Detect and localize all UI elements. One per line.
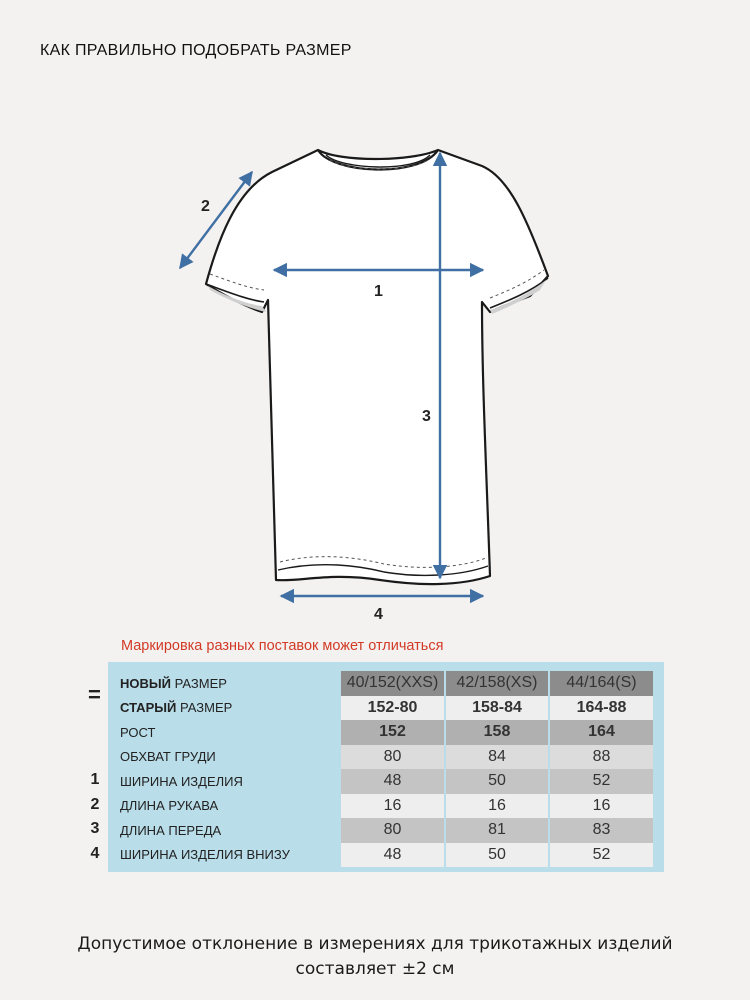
tolerance-note-line-2: составляет ±2 см [295, 959, 455, 979]
measure-label-3: 3 [422, 408, 431, 425]
measure-label-2: 2 [201, 198, 210, 215]
size-cell: 84 [445, 745, 549, 770]
size-cell: 80 [341, 745, 445, 770]
size-cell: 164 [549, 720, 653, 745]
size-cell: 88 [549, 745, 653, 770]
size-cell: 48 [341, 769, 445, 794]
row-label-text: РАЗМЕР [176, 700, 233, 716]
row-label [116, 671, 341, 696]
row-label [116, 818, 341, 843]
size-cell: 50 [445, 843, 549, 868]
tolerance-note-line-1: Допустимое отклонение в измерениях для трикотажных изделий [77, 934, 673, 954]
row-label-text: ШИРИНА ИЗДЕЛИЯ ВНИЗУ [120, 847, 290, 863]
tolerance-note [0, 932, 750, 982]
row-label [116, 843, 341, 868]
row-marker-2: 2 [90, 795, 100, 813]
size-table [116, 671, 653, 867]
size-cell: 81 [445, 818, 549, 843]
row-label-bold: СТАРЫЙ [120, 700, 177, 716]
row-label-text: ОБХВАТ ГРУДИ [120, 749, 216, 765]
tshirt-icon [206, 150, 548, 584]
equals-sign: = [88, 682, 101, 707]
size-cell: 16 [445, 794, 549, 819]
table-row [116, 696, 653, 721]
size-cell: 50 [445, 769, 549, 794]
size-cell: 16 [549, 794, 653, 819]
size-cell: 42/158(XS) [445, 671, 549, 696]
row-label [116, 769, 341, 794]
size-cell: 152 [341, 720, 445, 745]
size-cell: 44/164(S) [549, 671, 653, 696]
size-cell: 158-84 [445, 696, 549, 721]
row-label [116, 745, 341, 770]
row-label-text: ДЛИНА РУКАВА [120, 798, 219, 814]
notice-text: Маркировка разных поставок может отличаться [121, 638, 444, 654]
size-cell: 52 [549, 769, 653, 794]
size-cell: 164-88 [549, 696, 653, 721]
row-label-bold: НОВЫЙ [120, 675, 171, 691]
row-label-text: РАЗМЕР [170, 675, 227, 691]
measure-label-4: 4 [374, 606, 383, 623]
table-row [116, 720, 653, 745]
size-cell: 152-80 [341, 696, 445, 721]
size-cell: 52 [549, 843, 653, 868]
size-cell: 83 [549, 818, 653, 843]
size-cell: 16 [341, 794, 445, 819]
table-row [116, 843, 653, 868]
row-marker-1: 1 [90, 771, 100, 788]
table-row [116, 671, 653, 696]
row-label-text: РОСТ [120, 724, 156, 740]
row-marker-4: 4 [90, 844, 100, 862]
row-label [116, 794, 341, 819]
page-title: КАК ПРАВИЛЬНО ПОДОБРАТЬ РАЗМЕР [40, 42, 352, 59]
row-label [116, 696, 341, 721]
table-row [116, 794, 653, 819]
table-row [116, 818, 653, 843]
measure-label-1: 1 [374, 283, 383, 300]
row-label-text: ДЛИНА ПЕРЕДА [120, 822, 222, 838]
row-label-text: ШИРИНА ИЗДЕЛИЯ [120, 773, 243, 789]
size-cell: 158 [445, 720, 549, 745]
row-marker-3: 3 [90, 820, 100, 837]
row-label [116, 720, 341, 745]
table-row [116, 745, 653, 770]
row-markers [84, 768, 106, 866]
size-table-panel [108, 662, 664, 872]
size-cell: 80 [341, 818, 445, 843]
size-cell: 48 [341, 843, 445, 868]
size-cell: 40/152(XXS) [341, 671, 445, 696]
table-row [116, 769, 653, 794]
